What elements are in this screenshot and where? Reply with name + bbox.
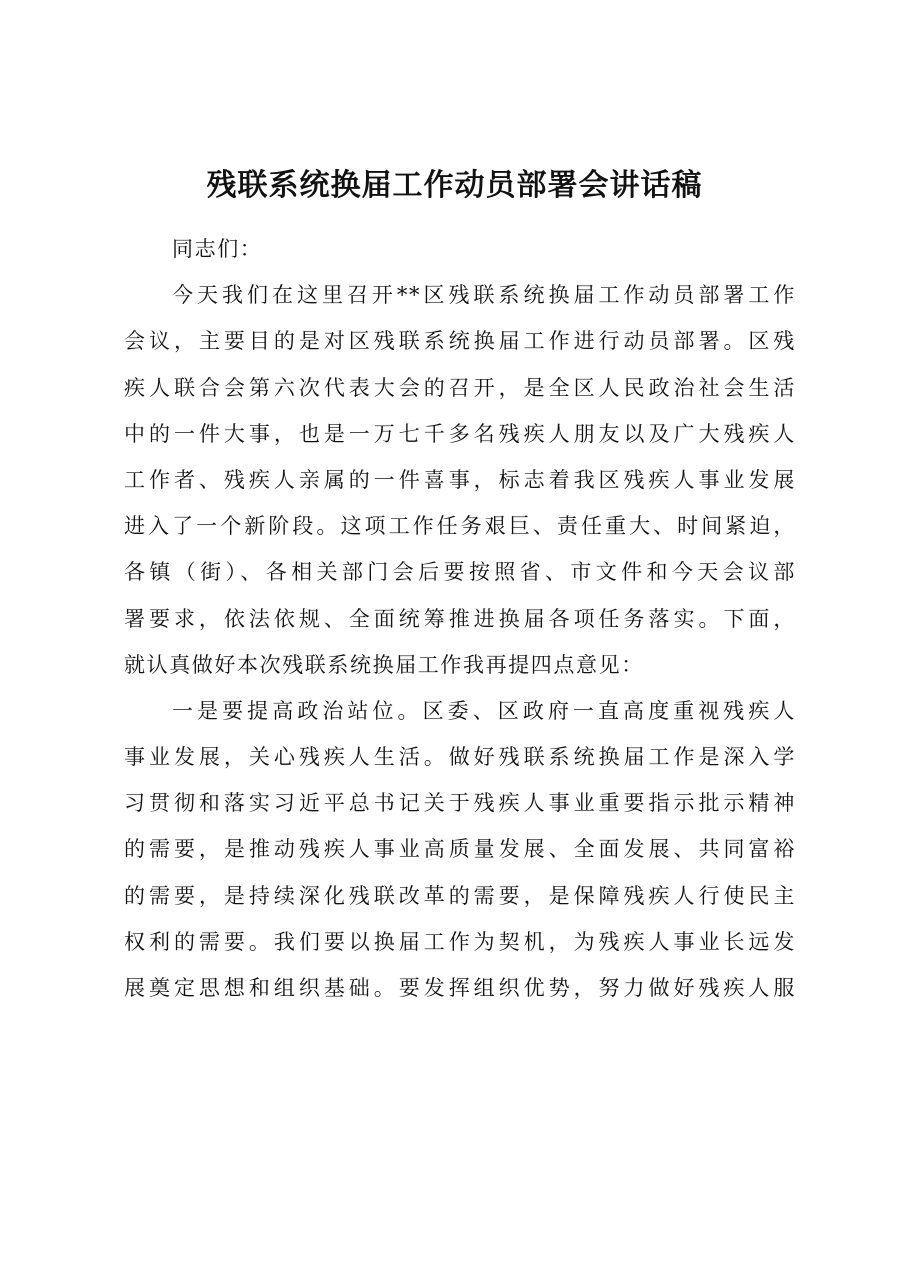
text-line: 的需要，是持续深化残联改革的需要，是保障残疾人行使民主 <box>124 883 796 908</box>
text-line: 事业发展，关心残疾人生活。做好残联系统换届工作是深入学 <box>124 745 796 770</box>
text-line: 各镇（街）、各相关部门会后要按照省、市文件和今天会议部 <box>124 560 796 585</box>
document-body <box>124 226 796 1011</box>
salutation: 同志们： <box>172 237 263 261</box>
text-line: 疾人联合会第六次代表大会的召开，是全区人民政治社会生活 <box>124 375 796 400</box>
text-line: 进入了一个新阶段。这项工作任务艰巨、责任重大、时间紧迫， <box>124 514 796 539</box>
text-line: 工作者、残疾人亲属的一件喜事，标志着我区残疾人事业发展 <box>124 467 796 492</box>
text-line: 就认真做好本次残联系统换届工作我再提四点意见： <box>124 652 644 677</box>
text-line: 会议，主要目的是对区残联系统换届工作进行动员部署。区残 <box>124 329 796 354</box>
text-line: 的需要，是推动残疾人事业高质量发展、全面发展、共同富裕 <box>124 837 796 862</box>
text-line: 中的一件大事，也是一万七千多名残疾人朋友以及广大残疾人 <box>124 421 796 446</box>
document-title: 残联系统换届工作动员部署会讲话稿 <box>206 168 703 203</box>
text-line: 今天我们在这里召开**区残联系统换届工作动员部署工作 <box>172 283 796 308</box>
text-line: 习贯彻和落实习近平总书记关于残疾人事业重要指示批示精神 <box>124 791 796 816</box>
text-line: 展奠定思想和组织基础。要发挥组织优势，努力做好残疾人服 <box>124 976 796 1000</box>
paragraph-1 <box>124 272 796 688</box>
text-line: 署要求，依法依规、全面统筹推进换届各项任务落实。下面， <box>124 606 796 631</box>
text-line: 一是要提高政治站位。区委、区政府一直高度重视残疾人 <box>172 698 796 723</box>
paragraph-2 <box>124 688 796 1011</box>
text-line: 权利的需要。我们要以换届工作为契机，为残疾人事业长远发 <box>124 929 796 954</box>
